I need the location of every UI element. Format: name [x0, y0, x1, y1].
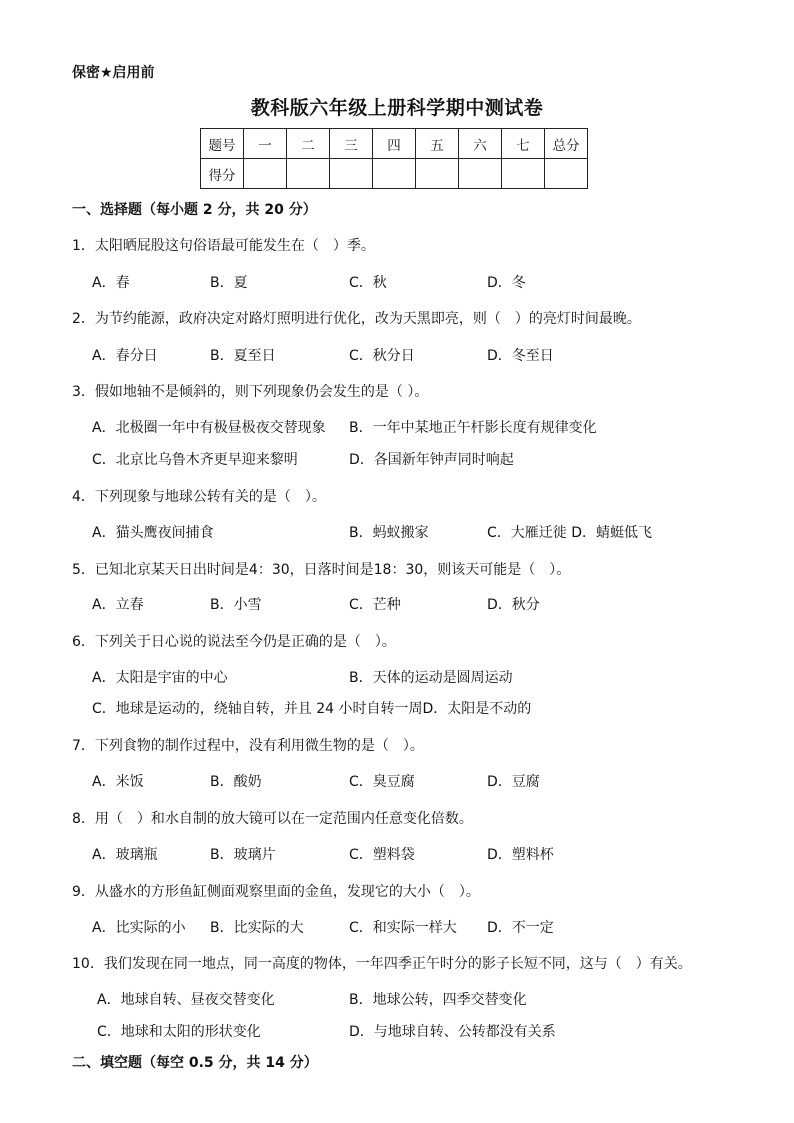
question-text: 6．下列关于日心说的说法至今仍是正确的是（ ）。 — [72, 634, 396, 650]
question-option: D．塑料杯 — [487, 847, 554, 863]
question-option: D．冬 — [487, 275, 526, 291]
question-option: D．冬至日 — [487, 348, 554, 364]
question-option: C．地球和太阳的形状变化 — [97, 1024, 261, 1040]
question-option: B．一年中某地正午杆影长度有规律变化 — [349, 420, 597, 436]
question-text: 5．已知北京某天日出时间是4：30，日落时间是18：30，则该天可能是（ ）。 — [72, 562, 571, 578]
score-cell — [373, 159, 416, 189]
score-cell — [416, 159, 459, 189]
score-cell — [459, 159, 502, 189]
score-cell — [287, 159, 330, 189]
question-option: B．小雪 — [210, 597, 262, 613]
question-option: C．秋 — [349, 275, 387, 291]
question-option: D．各国新年钟声同时响起 — [349, 452, 514, 468]
score-cell — [244, 159, 287, 189]
question-option: C．塑料袋 — [349, 847, 415, 863]
question-option: A．比实际的小 — [92, 920, 186, 936]
question-text: 3．假如地轴不是倾斜的，则下列现象仍会发生的是（ ）。 — [72, 384, 429, 400]
question-option: A．猫头鹰夜间捕食 — [92, 525, 214, 541]
question-text: 7．下列食物的制作过程中，没有利用微生物的是（ ）。 — [72, 738, 424, 754]
question-text: 9．从盛水的方形鱼缸侧面观察里面的金鱼，发现它的大小（ ）。 — [72, 884, 480, 900]
question-option: A．米饭 — [92, 774, 144, 790]
score-cell: 二 — [287, 129, 330, 159]
score-cell: 六 — [459, 129, 502, 159]
question-text: 8．用（ ）和水自制的放大镜可以在一定范围内任意变化倍数。 — [72, 811, 473, 827]
question-text: 2．为节约能源，政府决定对路灯照明进行优化，改为天黑即亮，则（ ）的亮灯时间最晚。 — [72, 311, 641, 327]
question-option: D．与地球自转、公转都没有关系 — [349, 1024, 556, 1040]
question-option: B．蚂蚁搬家 — [349, 525, 429, 541]
question-option: B．夏至日 — [210, 348, 276, 364]
question-option: A．地球自转、昼夜交替变化 — [97, 992, 275, 1008]
score-cell: 三 — [330, 129, 373, 159]
question-option: B．酸奶 — [210, 774, 262, 790]
score-cell — [545, 159, 588, 189]
question-text: 4．下列现象与地球公转有关的是（ ）。 — [72, 489, 326, 505]
question-option: A．太阳是宇宙的中心 — [92, 670, 228, 686]
question-option: B．天体的运动是圆周运动 — [349, 670, 513, 686]
score-cell: 四 — [373, 129, 416, 159]
score-cell: 得分 — [201, 159, 244, 189]
question-option: A．玻璃瓶 — [92, 847, 158, 863]
score-table-score-row — [201, 159, 588, 189]
question-option: B．比实际的大 — [210, 920, 304, 936]
question-option: A．北极圈一年中有极昼极夜交替现象 — [92, 420, 326, 436]
section-heading: 一、选择题（每小题 2 分，共 20 分） — [72, 202, 317, 218]
question-option: B．玻璃片 — [210, 847, 276, 863]
question-option: B．地球公转，四季交替变化 — [349, 992, 527, 1008]
score-cell: 题号 — [201, 129, 244, 159]
question-option: D．不一定 — [487, 920, 554, 936]
score-cell — [502, 159, 545, 189]
question-text: 10．我们发现在同一地点，同一高度的物体，一年四季正午时分的影子长短不同，这与（ ）有关。 — [72, 956, 692, 972]
question-option: A．春分日 — [92, 348, 158, 364]
question-option: C．臭豆腐 — [349, 774, 415, 790]
question-option: C．地球是运动的，绕轴自转，并且 24 小时自转一周D．太阳是不动的 — [92, 701, 532, 717]
confidential-label: 保密★启用前 — [72, 65, 155, 81]
score-cell: 一 — [244, 129, 287, 159]
page-title: 教科版六年级上册科学期中测试卷 — [250, 97, 544, 119]
score-cell — [330, 159, 373, 189]
question-option: D．秋分 — [487, 597, 540, 613]
score-table — [200, 128, 588, 189]
question-option: C．芒种 — [349, 597, 401, 613]
question-option: C．北京比乌鲁木齐更早迎来黎明 — [92, 452, 298, 468]
section-heading: 二、填空题（每空 0.5 分，共 14 分） — [72, 1055, 318, 1071]
question-option: A．春 — [92, 275, 130, 291]
question-option: C．秋分日 — [349, 348, 415, 364]
question-option: C．和实际一样大 — [349, 920, 457, 936]
question-text: 1．太阳晒屁股这句俗语最可能发生在（ ）季。 — [72, 238, 375, 254]
score-cell: 七 — [502, 129, 545, 159]
question-option: B．夏 — [210, 275, 248, 291]
question-option: A．立春 — [92, 597, 144, 613]
score-table-header-row — [201, 129, 588, 159]
question-option: C．大雁迁徙 D．蜻蜓低飞 — [487, 525, 653, 541]
question-option: D．豆腐 — [487, 774, 540, 790]
score-cell: 五 — [416, 129, 459, 159]
score-cell: 总分 — [545, 129, 588, 159]
